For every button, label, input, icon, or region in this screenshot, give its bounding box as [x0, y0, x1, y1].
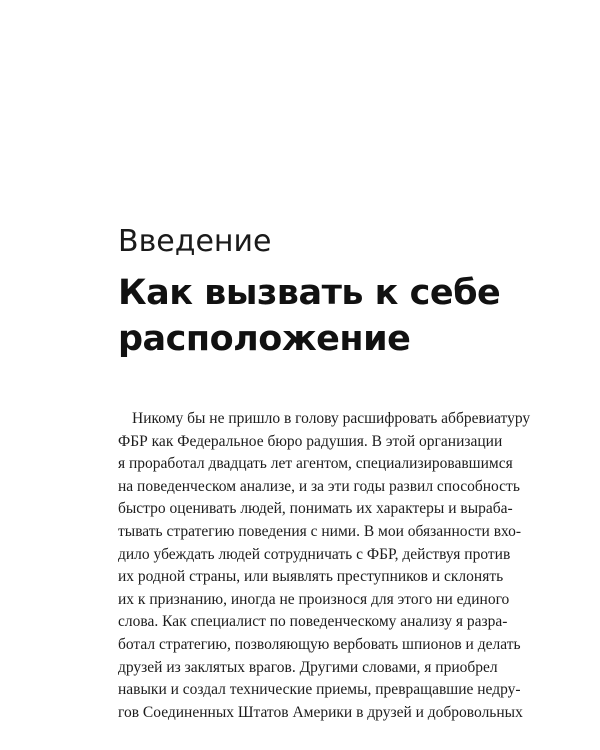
paragraph-line: ФБР как Федеральное бюро радушия. В этой организации	[118, 432, 503, 450]
paragraph-line: дило убеждать людей сотрудничать с ФБР, действуя против	[118, 545, 511, 563]
paragraph-line: друзей из заклятых врагов. Другими словами, я приобрел	[118, 658, 498, 676]
paragraph-line: тывать стратегию поведения с ними. В мои обязанности вхо-	[118, 522, 522, 540]
paragraph-line: Никому бы не пришло в голову расшифровать аббревиатуру	[132, 410, 531, 427]
chapter-label: Введение	[118, 224, 272, 259]
chapter-title-line: расположение	[118, 319, 411, 359]
body-paragraph	[118, 408, 531, 724]
paragraph-line: их родной страны, или выявлять преступников и склонять	[118, 568, 504, 586]
paragraph-line: я проработал двадцать лет агентом, специализировавшимся	[118, 455, 513, 473]
paragraph-line: навыки и создал технические приемы, превращавшие недру-	[118, 681, 521, 699]
paragraph-line: их к признанию, иногда не произнося для этого ни единого	[118, 590, 510, 608]
paragraph-line: гов Соединенных Штатов Америки в друзей и добровольных	[118, 703, 523, 721]
chapter-title-line: Как вызвать к себе	[118, 273, 501, 313]
paragraph-line: ботал стратегию, позволяющую вербовать шпионов и делать	[118, 635, 521, 653]
paragraph-line: быстро оценивать людей, понимать их характеры и выраба-	[118, 500, 513, 518]
chapter-title	[118, 270, 558, 362]
paragraph-line: слова. Как специалист по поведенческому анализу я разра-	[118, 613, 508, 631]
paragraph-line: на поведенческом анализе, и за эти годы развил способность	[118, 477, 520, 495]
